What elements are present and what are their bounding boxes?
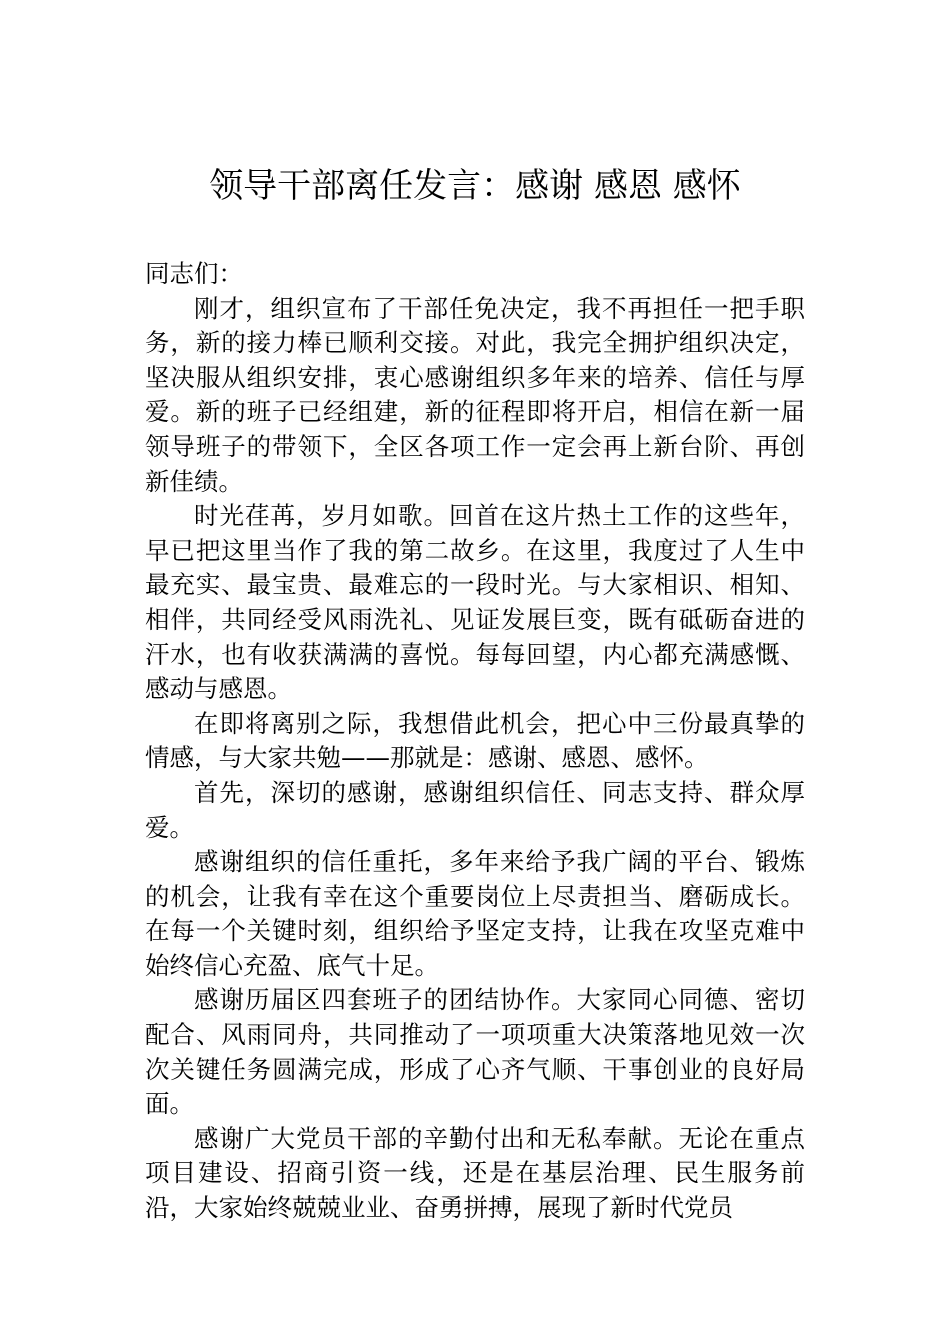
- salutation: 同志们：: [145, 259, 243, 288]
- paragraph-5: 感谢组织的信任重托，多年来给予我广阔的平台、锻炼的机会，让我有幸在这个重要岗位上尽责担当、磨砺成长。在每一个关键时刻，组织给予坚定支持，让我在攻坚克难中始终信心充盈、底气十足。: [145, 847, 805, 980]
- paragraph-3: 在即将离别之际，我想借此机会，把心中三份最真挚的情感，与大家共勉——那就是：感谢、感恩、感怀。: [145, 708, 805, 773]
- paragraph-7: 感谢广大党员干部的辛勤付出和无私奉献。无论在重点项目建设、招商引资一线，还是在基层治理、民生服务前沿，大家始终兢兢业业、奋勇拼搏，展现了新时代党员: [145, 1123, 805, 1223]
- paragraph-6: 感谢历届区四套班子的团结协作。大家同心同德、密切配合、风雨同舟，共同推动了一项项重大决策落地见效一次次关键任务圆满完成，形成了心齐气顺、干事创业的良好局面。: [145, 985, 805, 1119]
- paragraph-2: 时光荏苒，岁月如歌。回首在这片热土工作的这些年，早已把这里当作了我的第二故乡。在这里，我度过了人生中最充实、最宝贵、最难忘的一段时光。与大家相识、相知、相伴，共同经受风雨洗礼、见证发展巨变，既有砥砺奋进的汗水，也有收获满满的喜悦。每每回望，内心都充满感慨、感动与感恩。: [145, 501, 805, 704]
- document-title: 领导干部离任发言：感谢 感恩 感怀: [209, 166, 741, 206]
- paragraph-1: 刚才，组织宣布了干部任免决定，我不再担任一把手职务，新的接力棒已顺利交接。对此，我完全拥护组织决定，坚决服从组织安排，衷心感谢组织多年来的培养、信任与厚爱。新的班子已经组建，新的征程即将开启，相信在新一届领导班子的带领下，全区各项工作一定会再上新台阶、再创新佳绩。: [145, 293, 805, 496]
- document-body: [145, 257, 805, 1226]
- paragraph-4: 首先，深切的感谢，感谢组织信任、同志支持、群众厚爱。: [145, 777, 805, 842]
